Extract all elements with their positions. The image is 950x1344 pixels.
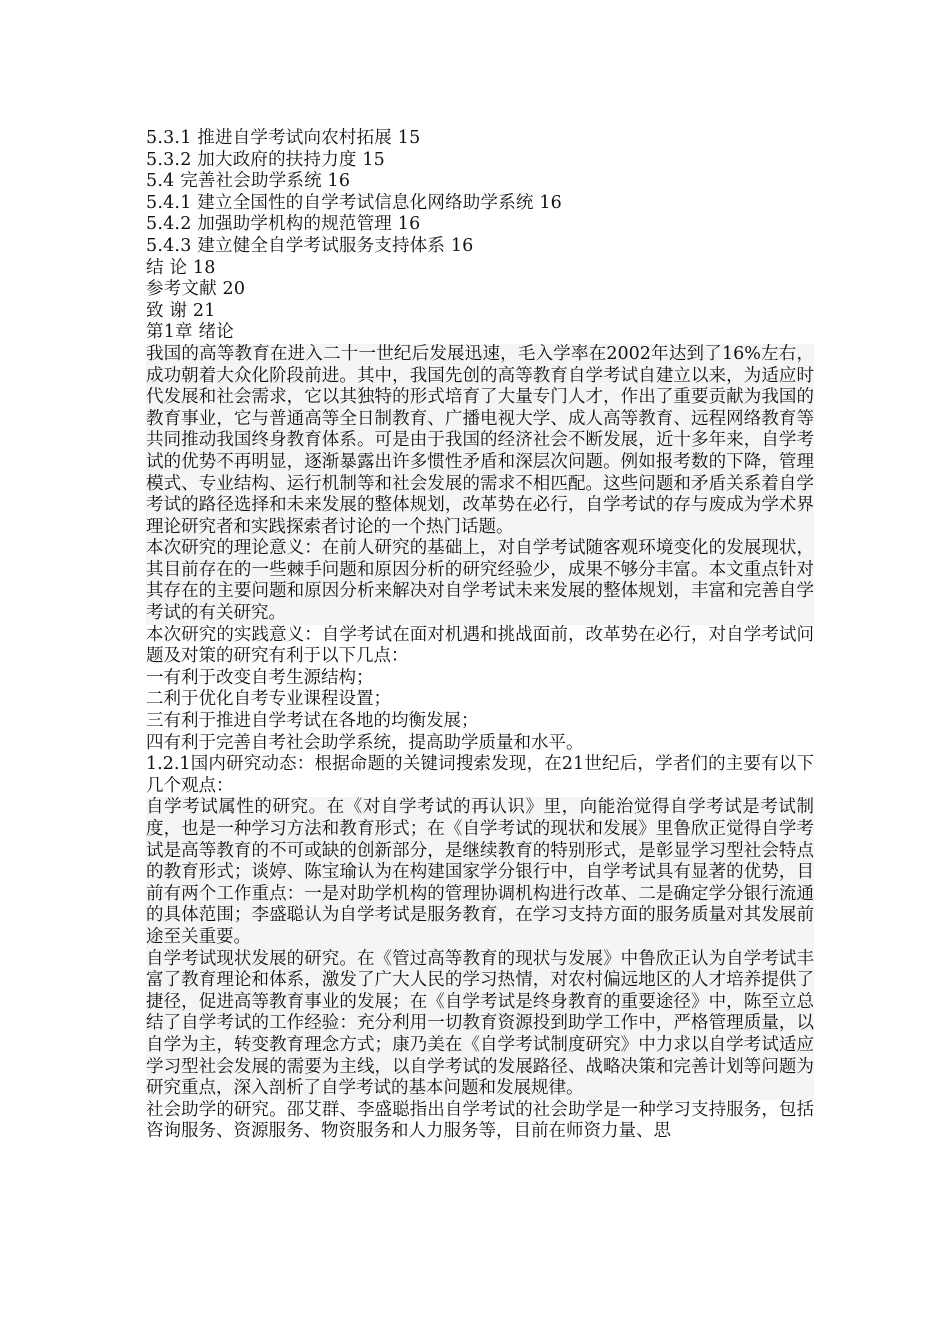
- paragraph-social-assistance-research: 社会助学的研究。邵艾群、李盛聪指出自学考试的社会助学是一种学习支持服务，包括咨询服务、资源服务、物资服务和人力服务等，目前在师资力量、思: [146, 1099, 814, 1142]
- paragraph-background: 我国的高等教育在进入二十一世纪后发展迅速，毛入学率在2002年达到了16%左右，成功朝着大众化阶段前进。其中，我国先创的高等教育自学考试自建立以来，为适应时代发展和社会需求，它以其独特的形式培育了大量专门人才，作出了重要贡献为我国的教育事业，它与普通高等全日制教育、广播电视大学、成人高等教育、远程网络教育等共同推动我国终身教育体系。可是由于我国的经济社会不断发展，近十多年来，自学考试的优势不再明显，逐渐暴露出许多惯性矛盾和深层次问题。例如报考数的下降，管理模式、专业结构、运行机制等和社会发展的需求不相匹配。这些问题和矛盾关系着自学考试的路径选择和未来发展的整体规划，改革势在必行，自学考试的存与废成为学术界理论研究者和实践探索者讨论的一个热门话题。: [146, 343, 814, 537]
- list-item-1: 一有利于改变自考生源结构；: [146, 667, 374, 688]
- paragraph-domestic-research: 1.2.1国内研究动态：根据命题的关键词搜索发现，在21世纪后，学者们的主要有以下几个观点：: [146, 754, 814, 796]
- paragraph-attribute-research: 自学考试属性的研究。在《对自学考试的再认识》里，向能治觉得自学考试是考试制度，也是一种学习方法和教育形式；在《自学考试的现状和发展》里鲁欣正觉得自学考试是高等教育的不可或缺的创新部分，是继续教育的特别形式，是彰显学习型社会特点的教育形式；谈婷、陈宝瑜认为在构建国家学分银行中，自学考试具有显著的优势，目前有两个工作重点：一是对助学机构的管理协调机构进行改革、二是确定学分银行流通的具体范围；李盛聪认为自学考试是服务教育，在学习支持方面的服务质量对其发展前途至关重要。: [146, 797, 814, 947]
- paragraph-practical-significance: 本次研究的实践意义：自学考试在面对机遇和挑战面前，改革势在必行，对自学考试问题及对策的研究有利于以下几点：: [146, 624, 814, 667]
- paragraph-theoretical-significance: 本次研究的理论意义：在前人研究的基础上，对自学考试随客观环境变化的发展现状，其目前存在的一些棘手问题和原因分析的研究经验少，成果不够分丰富。本文重点针对其存在的主要问题和原因分析来解决对自学考试未来发展的整体规划，丰富和完善自学考试的有关研究。: [146, 538, 814, 624]
- toc-entry-5-4-3: 5.4.3 建立健全自学考试服务支持体系 16: [146, 235, 474, 256]
- list-item-4: 四有利于完善自考社会助学系统，提高助学质量和水平。: [146, 732, 584, 753]
- toc-entry-acknowledgements: 致 谢 21: [146, 300, 216, 321]
- toc-entry-5-4: 5.4 完善社会助学系统 16: [146, 171, 351, 192]
- list-item-2: 二利于优化自考专业课程设置；: [146, 689, 391, 710]
- toc-entry-5-3-2: 5.3.2 加大政府的扶持力度 15: [146, 149, 386, 170]
- list-item-3: 三有利于推进自学考试在各地的均衡发展；: [146, 711, 479, 732]
- toc-entry-5-3-1: 5.3.1 推进自学考试向农村拓展 15: [146, 128, 421, 148]
- document-page: [146, 128, 814, 1143]
- toc-entry-conclusion: 结 论 18: [146, 257, 216, 278]
- toc-list: [146, 128, 814, 322]
- toc-entry-references: 参考文献 20: [146, 279, 246, 300]
- toc-entry-5-4-2: 5.4.2 加强助学机构的规范管理 16: [146, 214, 421, 235]
- toc-entry-5-4-1: 5.4.1 建立全国性的自学考试信息化网络助学系统 16: [146, 192, 563, 213]
- chapter-title: 第1章 绪论: [146, 322, 234, 343]
- paragraph-status-research: 自学考试现状发展的研究。在《管过高等教育的现状与发展》中鲁欣正认为自学考试丰富了教育理论和体系，激发了广大人民的学习热情，对农村偏远地区的人才培养提供了捷径，促进高等教育事业的发展；在《自学考试是终身教育的重要途径》中，陈至立总结了自学考试的工作经验：充分利用一切教育资源投到助学工作中，严格管理质量，以自学为主，转变教育理念方式；康乃美在《自学考试制度研究》中力求以自学考试适应学习型社会发展的需要为主线，以自学考试的发展路径、战略决策和完善计划等问题为研究重点，深入剖析了自学考试的基本问题和发展规律。: [146, 948, 814, 1099]
